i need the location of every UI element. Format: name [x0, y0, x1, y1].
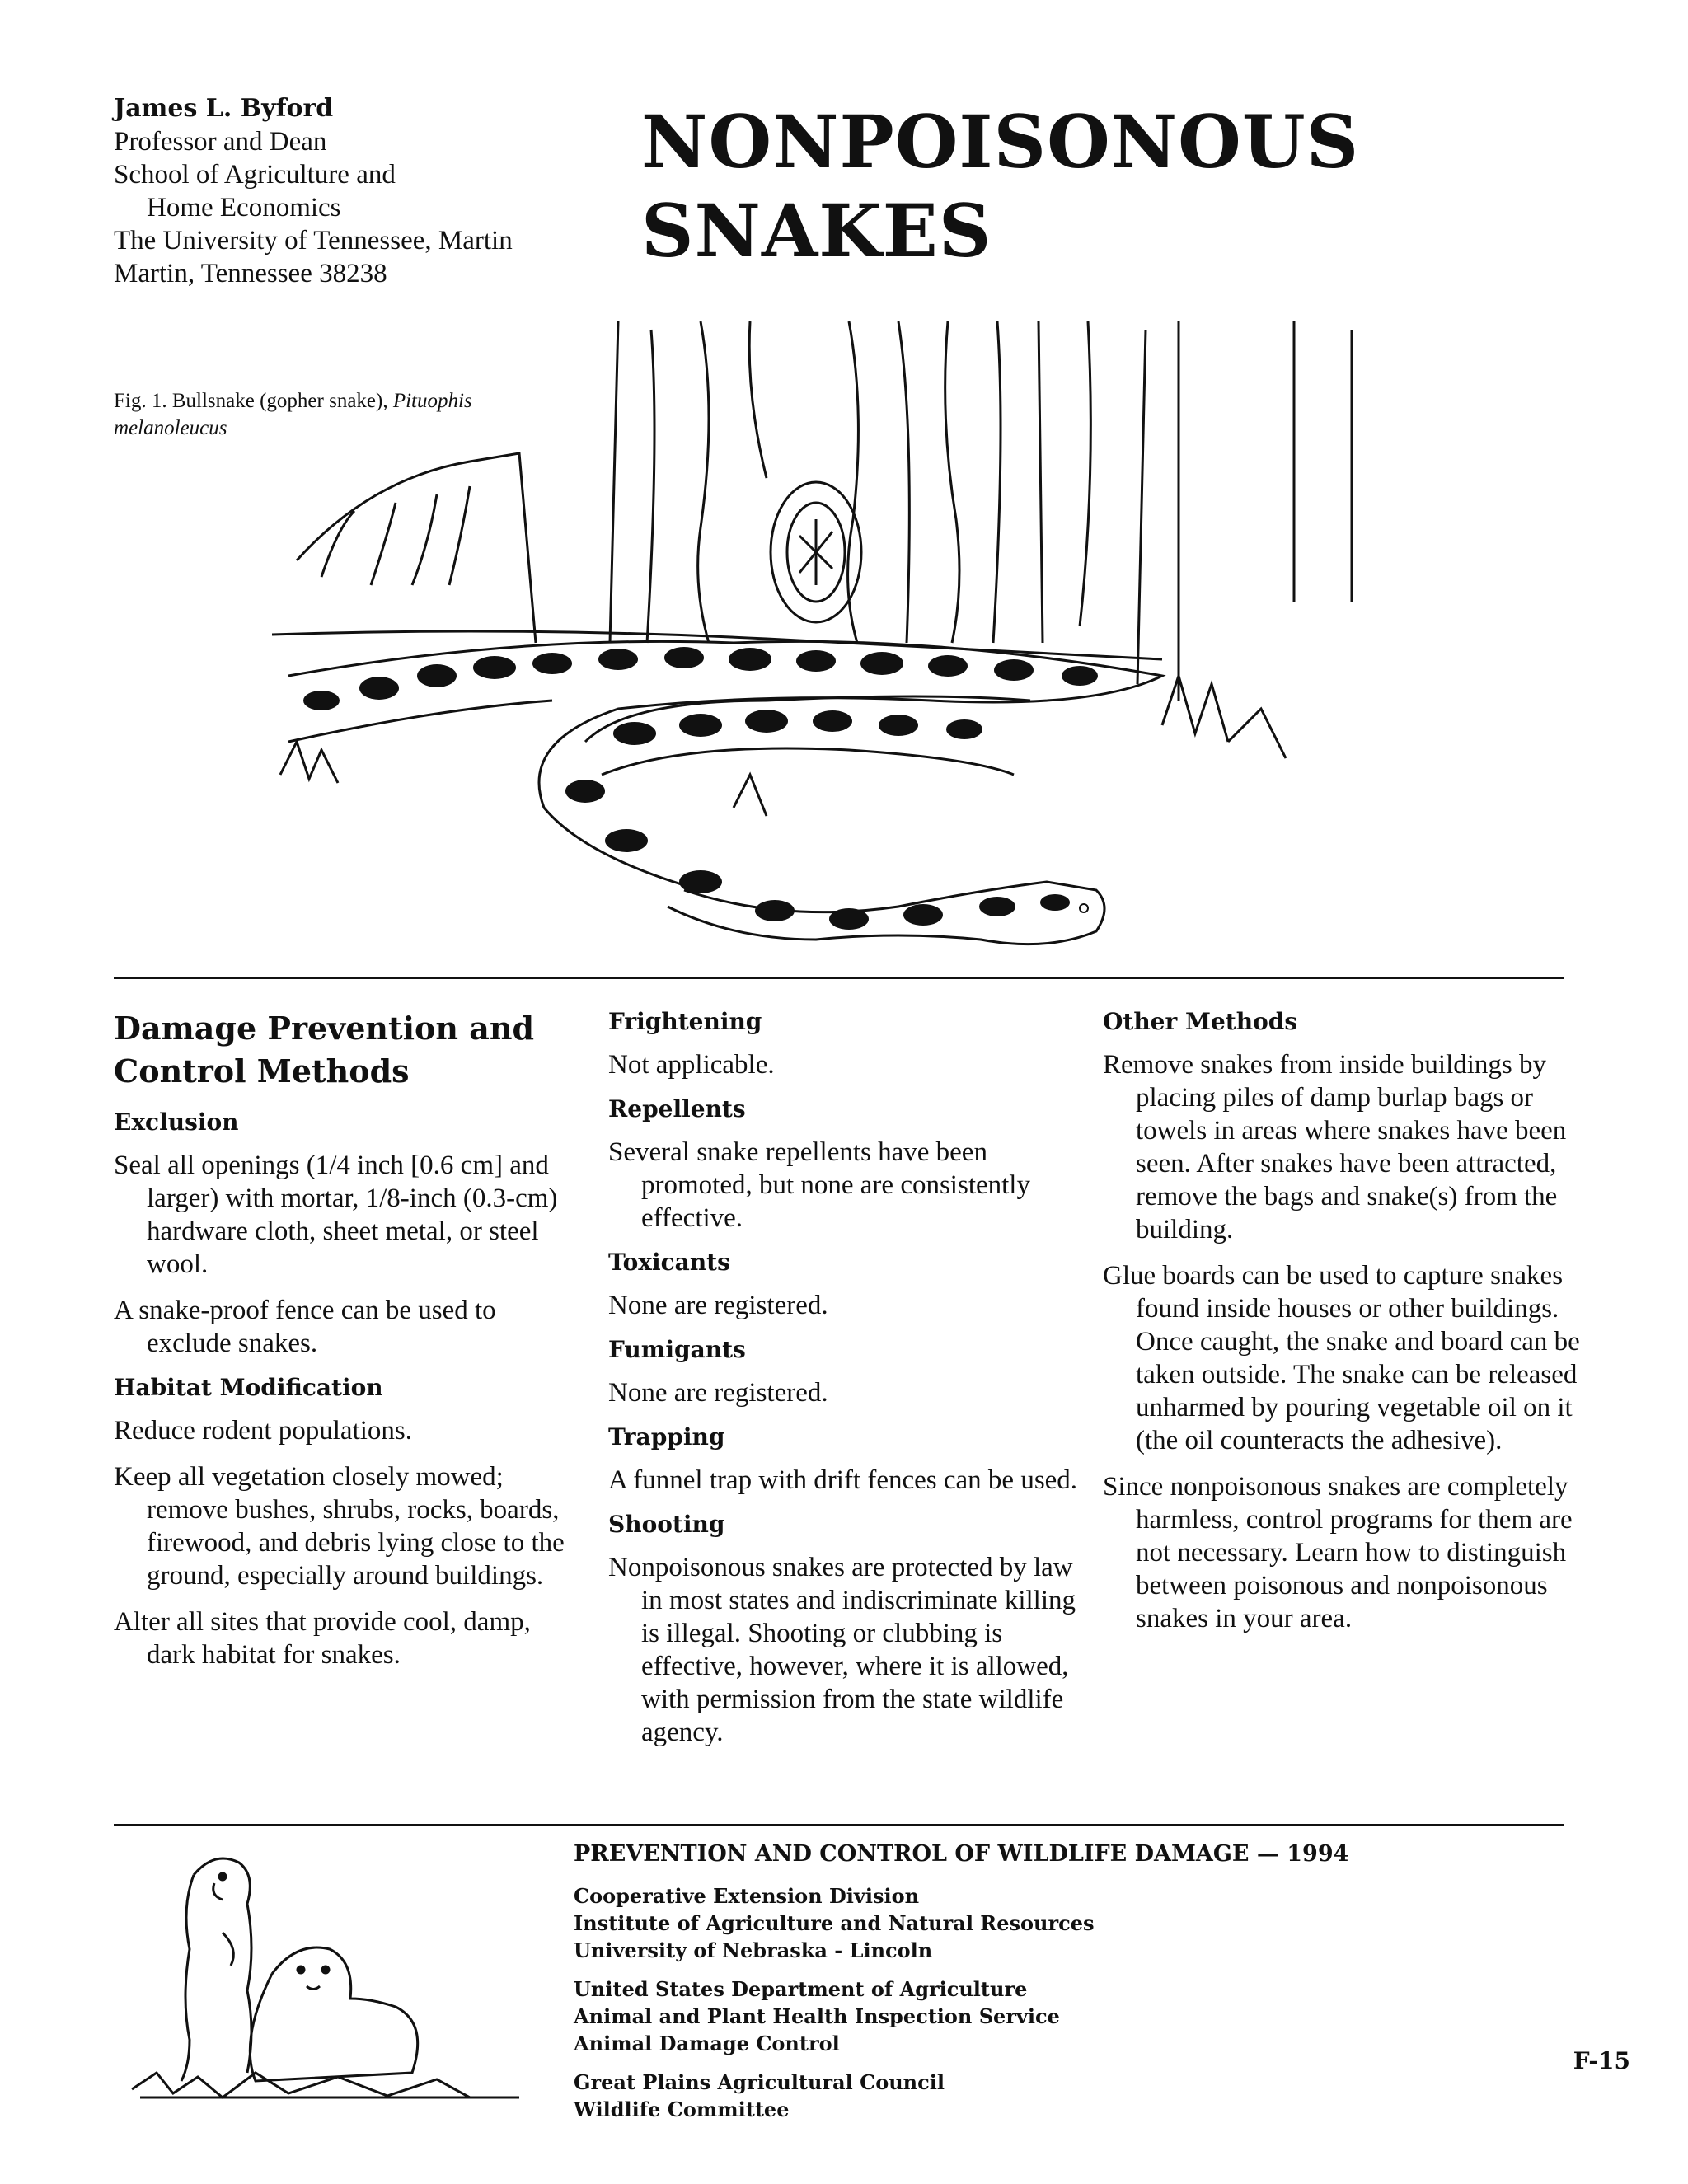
subheading-habitat: Habitat Modification [114, 1374, 383, 1401]
paragraph: Remove snakes from inside buildings by placing piles of damp burlap bags or towels in areas where snakes have been seen. After snakes have been attracted, remove the bags and snake(s) from the building. [1103, 1050, 1567, 1244]
footer-line: Animal and Plant Health Inspection Service [574, 2004, 1060, 2028]
author-line: Martin, Tennessee 38238 [114, 259, 387, 288]
subheading-trapping: Trapping [608, 1423, 725, 1451]
paragraph: Since nonpoisonous snakes are completely harmless, control programs for them are not necessary. Learn how to distinguish between poisonous and nonpoisonous snakes in your area. [1103, 1472, 1573, 1633]
subheading-frightening: Frightening [608, 1008, 762, 1035]
paragraph: Alter all sites that provide cool, damp, dark habitat for snakes. [114, 1607, 531, 1670]
page-number: F-15 [1573, 2047, 1630, 2074]
paragraph: None are registered. [608, 1378, 828, 1408]
paragraph: Seal all openings (1/4 inch [0.6 cm] and larger) with mortar, 1/8-inch (0.3-cm) hardware cloth, sheet metal, or steel wool. [114, 1151, 558, 1279]
title-line-1: NONPOISONOUS [641, 99, 1360, 185]
subheading-exclusion: Exclusion [114, 1108, 239, 1136]
author-line: Professor and Dean [114, 127, 327, 157]
column-3 [1103, 1007, 1581, 1648]
column-1 [114, 1007, 575, 1685]
author-line: The University of Tennessee, Martin [114, 226, 513, 255]
paragraph: Glue boards can be used to capture snakes found inside houses or other buildings. Once caught, the snake and board can be taken outside. The snake can be released unharmed by pouring vegetable oil on it (the oil counteracts the adhesive). [1103, 1261, 1580, 1455]
paragraph: A funnel trap with drift fences can be used. [608, 1465, 1078, 1495]
paragraph: A snake-proof fence can be used to exclude snakes. [114, 1296, 496, 1358]
footer-line: Wildlife Committee [574, 2097, 790, 2121]
footer-line: University of Nebraska - Lincoln [574, 1938, 933, 1962]
author-name: James L. Byford [114, 94, 334, 123]
caption-text: Fig. 1. Bullsnake (gopher snake), [114, 390, 393, 412]
section-divider-top [114, 977, 1564, 979]
author-line: Home Economics [147, 193, 341, 223]
column-2 [608, 1007, 1078, 1762]
footer-line: Institute of Agriculture and Natural Resources [574, 1911, 1095, 1935]
footer-heading: PREVENTION AND CONTROL OF WILDLIFE DAMAGE — 1994 [574, 1841, 1349, 1867]
subheading-toxicants: Toxicants [608, 1249, 730, 1276]
footer-group-council [574, 2069, 1398, 2123]
prairie-dogs-illustration [124, 1825, 536, 2106]
footer-line: Cooperative Extension Division [574, 1884, 920, 1908]
subheading-shooting: Shooting [608, 1511, 725, 1538]
subheading-repellents: Repellents [608, 1095, 746, 1122]
footer-line: Great Plains Agricultural Council [574, 2070, 945, 2094]
footer-publisher-info [574, 1840, 1398, 2135]
paragraph: None are registered. [608, 1291, 828, 1320]
paragraph: Reduce rodent populations. [114, 1416, 413, 1446]
title-line-2: SNAKES [641, 188, 992, 274]
footer-line: United States Department of Agriculture [574, 1977, 1028, 2001]
paragraph: Several snake repellents have been promoted, but none are consistently effective. [608, 1137, 1030, 1233]
subheading-fumigants: Fumigants [608, 1336, 746, 1363]
subheading-other-methods: Other Methods [1103, 1008, 1298, 1035]
footer-line: Animal Damage Control [574, 2032, 840, 2055]
caption-genus: Pituophis [392, 390, 472, 412]
paragraph: Keep all vegetation closely mowed; remove bushes, shrubs, rocks, boards, firewood, and debris lying close to the ground, especially around buildings. [114, 1462, 565, 1591]
footer-group-usda [574, 1975, 1398, 2057]
paragraph: Not applicable. [608, 1050, 775, 1080]
paragraph: Nonpoisonous snakes are protected by law in most states and indiscriminate killing is illegal. Shooting or clubbing is effective, however, where it is allowed, with permission from the state wildlife agency. [608, 1553, 1076, 1747]
author-block [114, 92, 575, 290]
footer-group-nebraska [574, 1882, 1398, 1964]
page-title [641, 97, 1630, 275]
author-line: School of Agriculture and [114, 160, 396, 190]
bullsnake-illustration [272, 313, 1376, 964]
section-heading: Damage Prevention and Control Methods [114, 1010, 535, 1090]
caption-species: melanoleucus [114, 417, 227, 439]
